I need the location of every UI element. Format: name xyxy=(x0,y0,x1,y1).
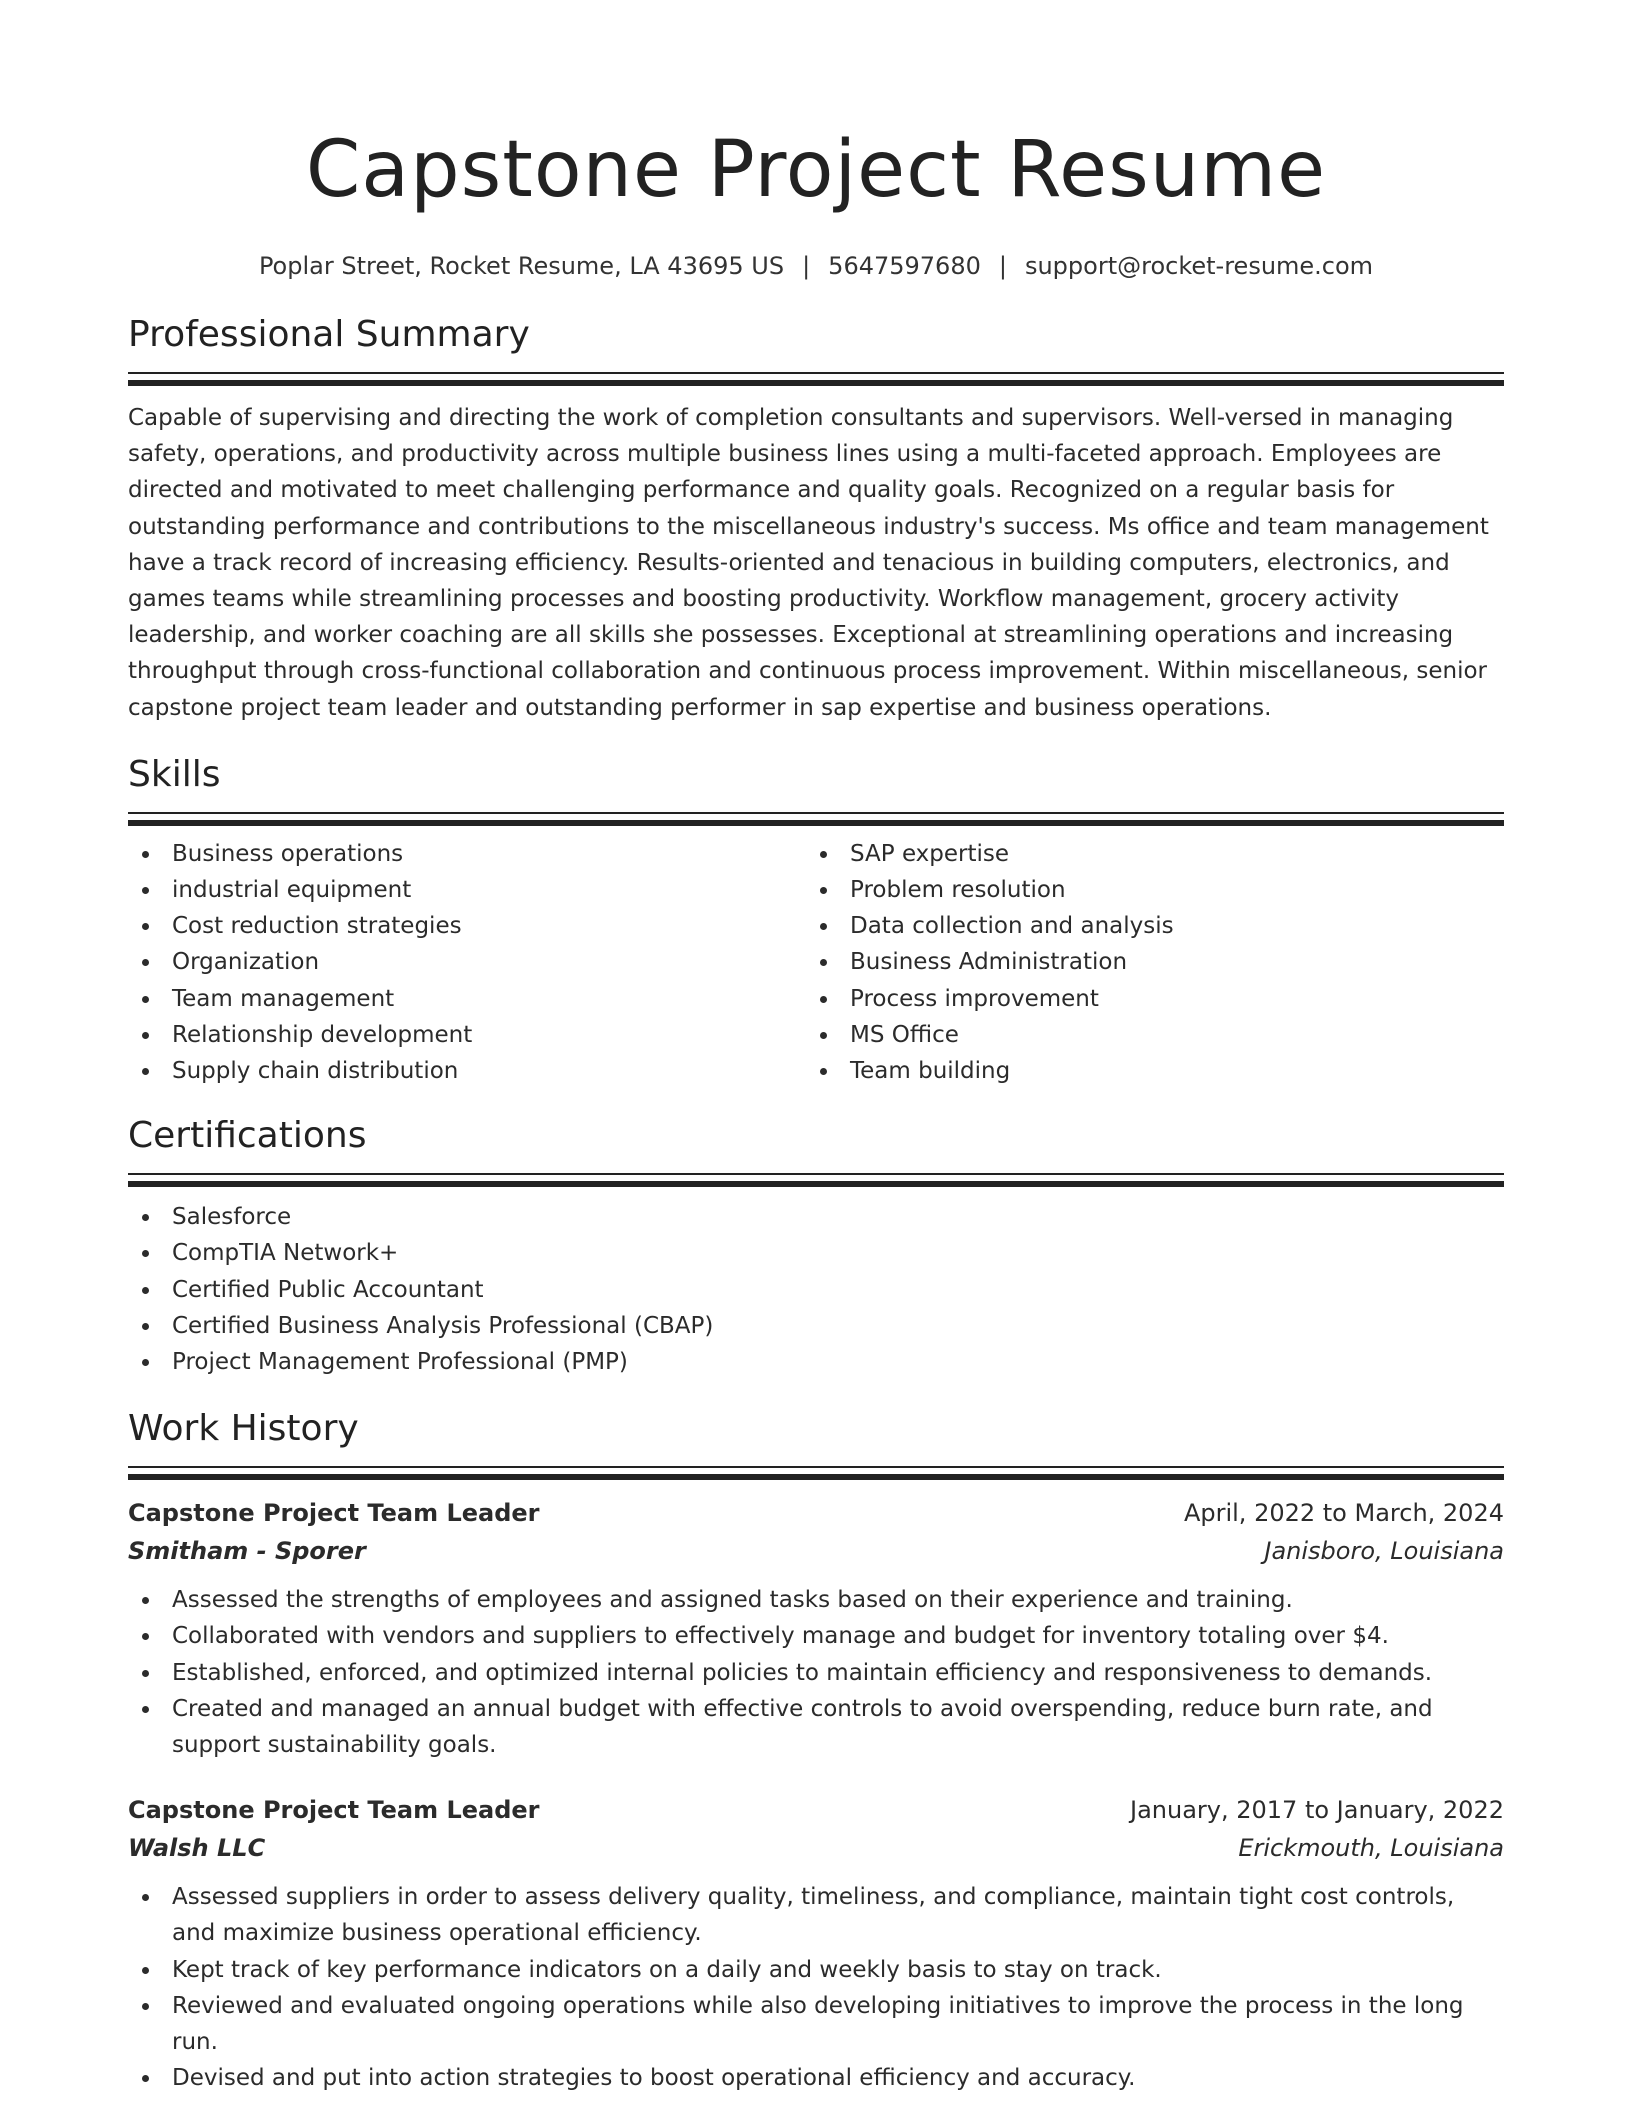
contact-separator: | xyxy=(998,252,1007,280)
contact-separator: | xyxy=(802,252,811,280)
job-subheader xyxy=(128,1532,1504,1570)
contact-phone: 5647597680 xyxy=(828,252,981,280)
resume-name: Capstone Project Resume xyxy=(305,125,1327,215)
section-title-summary: Professional Summary xyxy=(128,314,530,355)
skill-item: Business operations xyxy=(172,836,806,872)
skills-list-right xyxy=(806,836,1484,1089)
contact-address: Poplar Street, Rocket Resume, LA 43695 US xyxy=(258,252,785,280)
skill-item: Team management xyxy=(172,981,806,1017)
certifications-list xyxy=(128,1199,1504,1380)
section-divider xyxy=(128,1173,1504,1187)
job-entry xyxy=(128,1494,1504,1763)
certifications-section xyxy=(128,1113,1504,1380)
certification-item: Salesforce xyxy=(172,1199,1504,1235)
skill-item: Data collection and analysis xyxy=(850,908,1484,944)
job-header xyxy=(128,1494,1504,1532)
section-title-certifications: Certifications xyxy=(128,1115,367,1157)
skill-item: SAP expertise xyxy=(850,836,1484,872)
job-header xyxy=(128,1791,1504,1829)
certification-item: CompTIA Network+ xyxy=(172,1235,1504,1271)
section-title-work-history: Work History xyxy=(128,1408,359,1450)
job-dates: April, 2022 to March, 2024 xyxy=(1183,1499,1504,1528)
contact-email: support@rocket-resume.com xyxy=(1024,252,1374,280)
job-company: Smitham - Sporer xyxy=(128,1537,366,1566)
skill-item: Relationship development xyxy=(172,1017,806,1053)
certification-item: Certified Public Accountant xyxy=(172,1272,1504,1308)
job-bullet: Established, enforced, and optimized internal policies to maintain efficiency and responsiveness to demands. xyxy=(172,1655,1504,1691)
certification-item: Project Management Professional (PMP) xyxy=(172,1344,1504,1380)
section-divider xyxy=(128,1466,1504,1480)
section-divider xyxy=(128,372,1504,386)
job-entry xyxy=(128,1791,1504,2096)
job-bullet: Reviewed and evaluated ongoing operations while also developing initiatives to improve the process in the long run. xyxy=(172,1988,1504,2060)
job-company: Walsh LLC xyxy=(128,1834,266,1863)
job-bullet: Collaborated with vendors and suppliers to effectively manage and budget for inventory totaling over $4. xyxy=(172,1618,1504,1654)
skill-item: Supply chain distribution xyxy=(172,1053,806,1089)
skill-item: MS Office xyxy=(850,1017,1484,1053)
contact-line xyxy=(128,250,1504,282)
section-divider xyxy=(128,812,1504,826)
job-bullets xyxy=(128,1582,1504,1763)
job-bullet: Kept track of key performance indicators on a daily and weekly basis to stay on track. xyxy=(172,1952,1504,1988)
skills-section xyxy=(128,752,1504,1089)
job-bullet: Assessed the strengths of employees and assigned tasks based on their experience and training. xyxy=(172,1582,1504,1618)
work-history-section xyxy=(128,1406,1504,2096)
job-bullets xyxy=(128,1879,1504,2096)
skills-list-left xyxy=(128,836,806,1089)
resume-page xyxy=(128,0,1504,2097)
job-location: Erickmouth, Louisiana xyxy=(1238,1834,1504,1863)
job-dates: January, 2017 to January, 2022 xyxy=(1130,1796,1504,1825)
skills-grid xyxy=(128,836,1504,1089)
skill-item: Business Administration xyxy=(850,944,1484,980)
skill-item: Cost reduction strategies xyxy=(172,908,806,944)
job-subheader xyxy=(128,1829,1504,1867)
summary-section xyxy=(128,312,1504,726)
job-bullet: Created and managed an annual budget with effective controls to avoid overspending, reduce burn rate, and support sustainability goals. xyxy=(172,1691,1504,1763)
job-location: Janisboro, Louisiana xyxy=(1264,1537,1504,1566)
skill-item: Problem resolution xyxy=(850,872,1484,908)
job-bullet: Devised and put into action strategies to boost operational efficiency and accuracy. xyxy=(172,2060,1504,2096)
skill-item: Process improvement xyxy=(850,981,1484,1017)
certification-item: Certified Business Analysis Professional (CBAP) xyxy=(172,1308,1504,1344)
summary-text: Capable of supervising and directing the work of completion consultants and supervisors. Well-versed in managing safety, operations, and productivity across multiple business lines using a multi-faceted approach. Employees are directed and motivated to meet challenging performance and quality goals. Recognized on a regular basis for outstanding performance and contributions to the miscellaneous industry's success. Ms office and team management have a track record of increasing efficiency. Results-oriented and tenacious in building computers, electronics, and games teams while streamlining processes and boosting productivity. Workflow management, grocery activity leadership, and worker coaching are all skills she possesses. Exceptional at streamlining operations and increasing throughput through cross-functional collaboration and continuous process improvement. Within miscellaneous, senior capstone project team leader and outstanding performer in sap expertise and business operations. xyxy=(128,405,1489,721)
job-title: Capstone Project Team Leader xyxy=(128,1499,540,1528)
section-title-skills: Skills xyxy=(128,753,221,795)
skill-item: industrial equipment xyxy=(172,872,806,908)
skill-item: Team building xyxy=(850,1053,1484,1089)
skill-item: Organization xyxy=(172,944,806,980)
job-bullet: Assessed suppliers in order to assess delivery quality, timeliness, and compliance, maintain tight cost controls, and maximize business operational efficiency. xyxy=(172,1879,1504,1951)
job-title: Capstone Project Team Leader xyxy=(128,1796,540,1825)
